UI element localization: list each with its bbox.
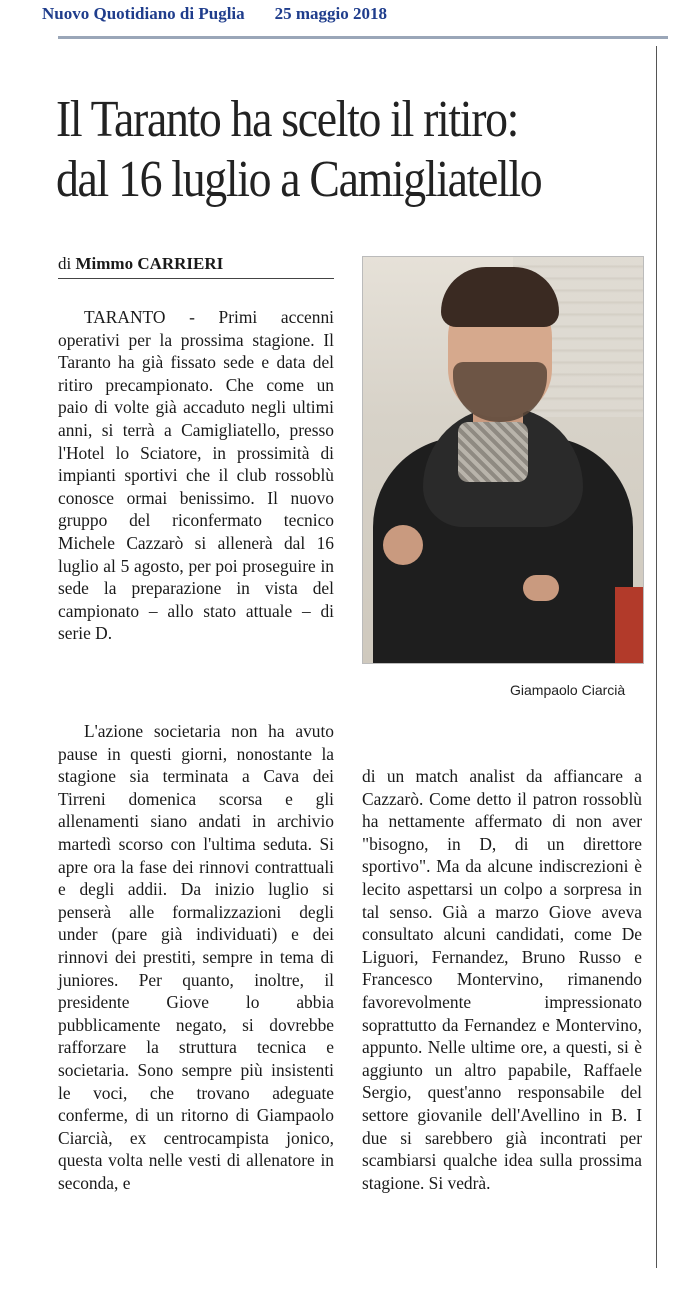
article-paragraph-1: TARANTO - Primi accenni operativi per la prossima stagione. Il Taranto ha già fissato sede e data del ritiro precampionato. Che come un paio di volte già accaduto negli ultimi anni, si terrà a Camigliatello, presso l'Hotel lo Sciatore, in prossimità di impianti sportivi che il club rossoblù conosce ormai benissimo. Il nuovo gruppo del riconfermato tecnico Michele Cazzarò si allenerà dal 16 luglio al 5 agosto, per poi proseguire in sede la preparazione in vista del campionato – allo stato attuale – di serie D. [58, 307, 334, 644]
photo-hand-right [523, 575, 559, 601]
headline-line-2: dal 16 luglio a Camigliatello [56, 151, 542, 208]
photo-chair [615, 587, 643, 663]
headline [56, 90, 584, 210]
photo-shirt [458, 422, 528, 482]
photo-caption: Giampaolo Ciarcià [510, 682, 626, 698]
article-column-2 [362, 765, 642, 1194]
byline [58, 254, 334, 279]
portrait-photo [362, 256, 644, 664]
photo-hand-left [383, 525, 423, 565]
article-paragraph-2: L'azione societaria non ha avuto pause in questi giorni, nonostante la stagione sia terminata a Cava dei Tirreni domenica scorsa e gli allenamenti siano andati in archivio martedì scorso con l'ultima seduta. Si apre ora la fase dei rinnovi contrattuali e degli addii. Da inizio luglio si penserà alle formalizzazioni degli under (pare già individuati) e dei rinnovi dei prestiti, sempre in tema di juniores. Per quanto, inoltre, il presidente Giove lo abbia pubblicamente negato, si dovrebbe rafforzare la struttura tecnica e societaria. Sono sempre più insistenti le voci, che trovano adeguate conferme, di un ritorno di Giampaolo Ciarcià, ex centrocampista jonico, questa volta nelle vesti di allenatore in seconda, e [58, 721, 334, 1193]
publication-name: Nuovo Quotidiano di Puglia [42, 4, 245, 23]
headline-line-1: Il Taranto ha scelto il ritiro: [56, 91, 519, 148]
article-column-1-top [58, 306, 334, 645]
article-column-1-bottom [58, 720, 334, 1194]
photo-hair [441, 267, 559, 327]
byline-author: Mimmo CARRIERI [75, 254, 224, 273]
byline-prefix: di [58, 254, 72, 273]
masthead [42, 4, 662, 26]
top-rule [58, 36, 668, 39]
article-paragraph-3: di un match analist da affiancare a Cazzarò. Come detto il patron rossoblù ha nettamente affermato di non aver "bisogno, in D, di un direttore sportivo". Ma da alcune indiscrezioni è lecito aspettarsi un colpo a sorpresa in tal senso. Già a marzo Giove aveva consultato alcuni candidati, come De Liguori, Fernandez, Bruno Russo e Francesco Montervino, rimanendo favorevolmente impressionato soprattutto da Fernandez e Montervino, appunto. Nelle ultime ore, a questi, si è aggiunto un altro papabile, Raffaele Sergio, quest'anno responsabile del settore giovanile dell'Avellino in B. I due si sarebbero già incontrati per scambiarsi qualche idea sulla prossima stagione. Si vedrà. [362, 766, 642, 1193]
publication-date: 25 maggio 2018 [274, 4, 388, 23]
right-column-rule [656, 46, 657, 1268]
